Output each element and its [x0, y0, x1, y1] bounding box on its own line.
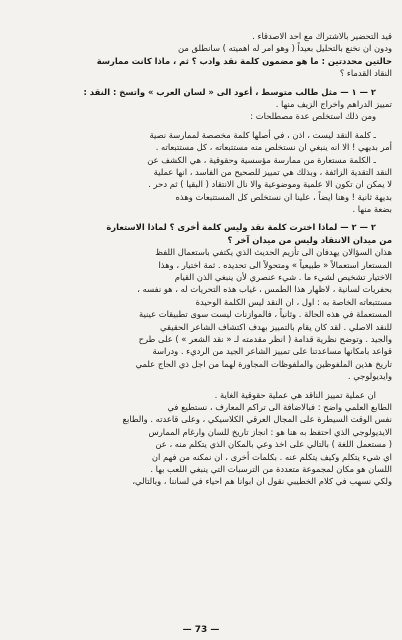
text-line: قواعد بامكانها مساعدتنا على تمييز الشاعر الجيد من الرديء . ودراسة	[152, 346, 392, 357]
text-line: النقد التقدية الزائفة ، وبذلك هي تمييز للصحيح من الفاسد ، انها عملية	[153, 166, 392, 177]
text-line: حالتين محددتين : ما هو مضمون كلمة نقد وادب ؟ ثم ، ماذا كانت ممارسة	[96, 55, 392, 66]
text-line: لا يمكن ان تكون الا علمية وموضوعية والا نال الانتقاد ( البقيا ) ثم دحر .	[148, 179, 392, 190]
text-line: نفس الوقت السيطرة على المجال العرقي الكلاسيكي ، وعلى قاعدته . والطابع	[122, 414, 392, 425]
text-line: النقاد القدماء ؟	[339, 68, 392, 79]
text-line: المستعار استعمالاً « طبيعياً » ومتحولاً الى تحديده . ثمة اختيار ، وهذا	[158, 259, 392, 270]
page-number: — 73 —	[182, 624, 220, 634]
text-line: ( مستعمل اللغة ) بالتالي على اخذ وعي بالمكان الذي يتكلم منه ، عن	[155, 439, 392, 450]
text-line: والجيد . وتوضح نظرية قدامة ( انظر مقدمته لـ « نقد الشعر » ) على طرح	[138, 333, 392, 344]
text-line: ٢ — ١ — مثل طالب متوسط ، أعود الى « لسان العرب » واتسخ : النقد :	[83, 86, 376, 97]
paragraph	[10, 389, 392, 488]
text-line: للنقد الاصلي . لقد كان يقام بالتمييز بهدف اكتشاف الشاعر الحقيقي	[160, 321, 392, 332]
paragraph	[10, 30, 392, 80]
document-page	[10, 30, 392, 634]
text-line: ان عملية تمييز الناقد هي عملية حقوقية الغاية .	[214, 389, 376, 400]
text-line: ـ الكلمة مستعارة من ممارسة مؤسسية وحقوقية ، هي الكشف عن	[147, 154, 376, 165]
text-line: ٢ — ٢ — لماذا اخترت كلمة نقد وليس كلمة أخرى ؟ لماذا الاستعارة	[106, 222, 376, 233]
text-line: هذان السؤالان يهدفان الى تأزيم الحديث الذي يكتفي باستعمال اللفظ	[155, 247, 392, 258]
text-line: من ميدان الانتقاد وليس من ميدان آخر ؟	[227, 234, 392, 245]
text-line: ـ كلمة النقد ليست ، اذن ، في أصلها كلمة مخصصة لممارسة نصية	[149, 129, 376, 140]
text-line: اي شيء يتكلم وكيف يتكلم عنه . بكلمات أخرى ، ان نمكنه من فهم ان	[151, 451, 392, 462]
text-line: بديهة ثانية ! وهنا ايضاً ، علينا ان نستخلص كل المستتبعات وهذه	[175, 191, 392, 202]
text-line: ومن ذلك استخلص عدة مصطلحات :	[250, 111, 376, 122]
text-line: ولكي نسهب في كلام الخطيبي نقول ان ابوانا هم احياء في لساننا ، وبالتالي،	[132, 476, 392, 487]
text-line: اللسان هو مكان لمجموعة متعددة من الترسبات التي ينبغي اللعب بها .	[150, 463, 392, 474]
paragraph	[10, 129, 392, 216]
text-line: تاريخ هذين الملفوظين والملفوظات المجاورة لهما من اجل ذي الحاج علمي	[135, 358, 392, 369]
text-line: قيد التحضير بالاشتراك مع احد الاصدقاء .	[252, 31, 392, 41]
text-line: ودون ان نخنع بالتحليل بعيداً ( وهو امر له اهميته ) سانطلق من	[177, 43, 392, 54]
text-line: الطابع العلمي واضح : فبالاضافة الى تراكم المعارف ، نستطيع في	[167, 401, 392, 412]
text-line: تمييز الدراهم واخراج الزيف منها .	[275, 98, 392, 109]
text-line: الاختيار تشخيص لشيء ما . شيء عنصري لأن ينبغي الذن القيام	[174, 272, 392, 283]
paragraph	[10, 86, 392, 123]
text-line: بضعة منها .	[352, 204, 392, 215]
text-line: مستتبعاته الخاصة به : اول ، ان النقد ليس الكلمة الوحيدة	[195, 296, 392, 307]
text-line: الايديولوجي الذي احتفظ به هنا هو : انجاز تاريخ للسان وارغام الممارس	[148, 426, 392, 437]
text-line: بحفريات لسانية ، لاظهار هذا الطمس ، غياب هذه التحريات له ، هو نفسه ،	[137, 284, 392, 295]
document-body	[10, 30, 392, 488]
text-line: وايديولوجي .	[347, 371, 392, 382]
text-line: المستعملة في هذه الحالة . وثانياً ، فالموازنات ليست سوى تطبيقات عينية	[139, 309, 392, 320]
text-line: أمر بديهي ! الا انه ينبغي ان نستخلص منه مستتبعاته ، كل مستتبعاته .	[155, 142, 392, 153]
paragraph	[10, 221, 392, 382]
